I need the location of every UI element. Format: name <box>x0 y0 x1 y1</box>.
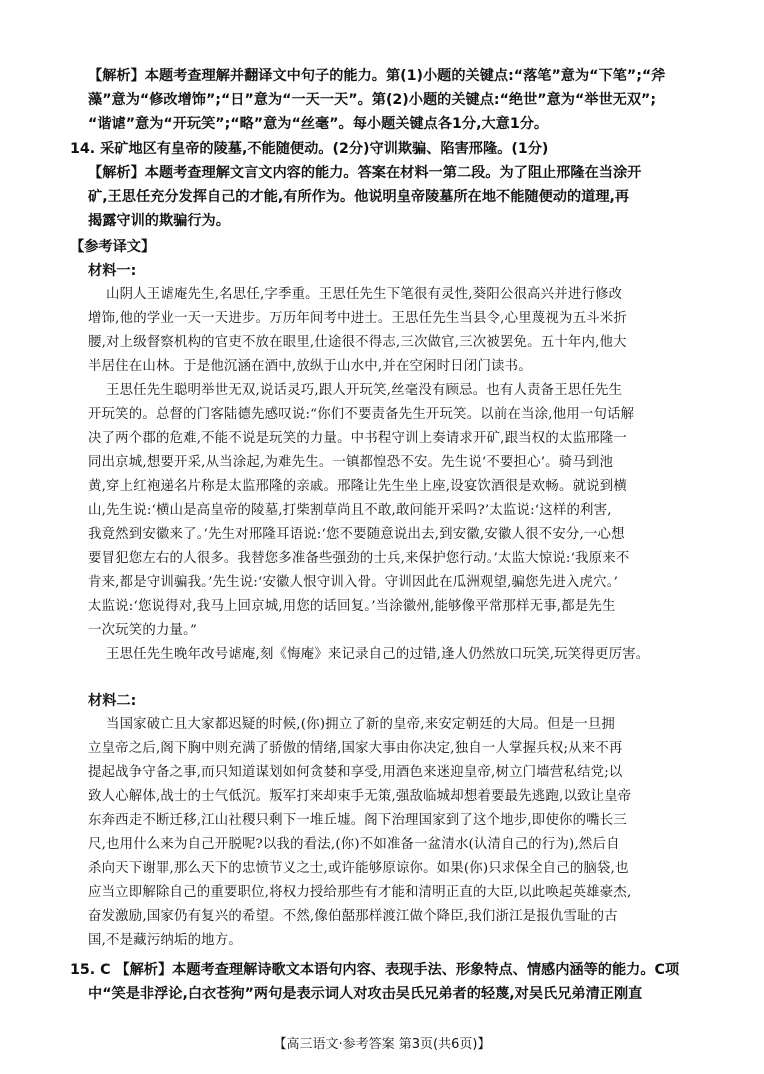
material1-line: 我竟然到安徽来了。’先生对邢隆耳语说:‘您不要随意说出去,到安徽,安徽人很不安分,一心想 <box>88 527 625 542</box>
material1-line: 肯来,都是守训骗我。’先生说:‘安徽人恨守训入骨。守训因此在瓜洲观望,骗您先进入虎穴。’ <box>88 575 619 590</box>
q14-block <box>70 137 700 233</box>
material1-line: 开玩笑的。总督的门客陆德先感叹说:“你们不要责备先生开玩笑。以前在当涂,他用一句话解 <box>88 407 635 422</box>
material2-text <box>70 713 700 953</box>
reference-translation <box>70 235 700 283</box>
material2-line: 提起战争守备之事,而只知道谋划如何贪婪和享受,用酒色来迷迎皇帝,树立门墙营私结党;以 <box>88 765 623 780</box>
q15-line: 15. C 【解析】本题考查理解诗歌文本语句内容、表现手法、形象特点、情感内涵等的能力。C项 <box>70 962 680 978</box>
material2-line: 致人心解体,战士的士气低沉。叛军打来却束手无策,强敌临城却想着要最先逃跑,以致让皇帝 <box>88 789 632 804</box>
material1-line: 半居住在山林。于是他沉涵在酒中,放纵于山水中,并在空闲时日闭门读书。 <box>88 359 532 374</box>
q15-line: 中“笑是非浮论,白衣苍狗”两句是表示词人对攻击吴氏兄弟者的轻蔑,对吴氏兄弟清正刚直 <box>88 986 643 1002</box>
material1-line: 要冒犯您左右的人很多。我替您多准备些强劲的士兵,来保护您行动。’太监大惊说:‘我原来不 <box>88 551 630 566</box>
material2-line: 应当立即解除自己的重要职位,将权力授给那些有才能和清明正直的大臣,以此唤起英雄豪杰, <box>88 885 632 900</box>
q14-analysis-line: 【解析】本题考查理解文言文内容的能力。答案在材料一第二段。为了阻止邢隆在当涂开 <box>88 165 642 181</box>
material1-line: 太监说:‘您说得对,我马上回京城,用您的话回复。’当涂徽州,能够像平常那样无事,都是先生 <box>88 599 616 614</box>
material1-line: 山阴人王谑庵先生,名思任,字季重。王思任先生下笔很有灵性,葵阳公很高兴并进行修改 <box>106 287 623 302</box>
material2-heading-block <box>70 689 700 713</box>
material2-line: 东奔西走不断迁移,江山社稷只剩下一堆丘墟。阁下治理国家到了这个地步,即使你的嘴长三 <box>88 813 627 828</box>
q15-block <box>70 958 700 1006</box>
material1-heading: 材料一: <box>88 263 137 279</box>
material1-line: 同出京城,想要开采,从当涂起,为难先生。一镇都惶恐不安。先生说‘不要担心’。骑马到池 <box>88 455 614 470</box>
q14-analysis-line: 矿,王思任充分发挥自己的才能,有所作为。他说明皇帝陵墓所在地不能随便动的道理,再 <box>88 189 630 205</box>
q14-answer: 14. 采矿地区有皇帝的陵墓,不能随便动。(2分)守训欺骗、陷害邢隆。(1分) <box>70 141 549 157</box>
q13-analysis-line: 藻”意为“修改增饰”;“日”意为“一天一天”。第(2)小题的关键点:“绝世”意为“举世无双”; <box>88 92 657 108</box>
material2-line: 当国家破亡且大家都迟疑的时候,(你)拥立了新的皇帝,来安定朝廷的大局。但是一旦拥 <box>106 717 616 732</box>
footer-text: 【高三语文·参考答案 第3页(共6页)】 <box>273 1037 491 1052</box>
material1-line: 决了两个郡的危难,不能不说是玩笑的力量。中书程守训上奏请求开矿,跟当权的太监邢隆一 <box>88 431 627 446</box>
reference-heading: 【参考译文】 <box>70 239 156 255</box>
material1-line: 王思任先生聪明举世无双,说话灵巧,跟人开玩笑,丝毫没有顾忌。也有人责备王思任先生 <box>106 383 623 398</box>
page-footer <box>0 1033 764 1052</box>
material1-line: 腰,对上级督察机构的官吏不放在眼里,仕途很不得志,三次做官,三次被罢免。五十年内,他大 <box>88 335 627 350</box>
material2-line: 立皇帝之后,阁下胸中则充满了骄傲的情绪,国家大事由你决定,独自一人掌握兵权;从来不再 <box>88 741 623 756</box>
material2-line: 国,不是藏污纳垢的地方。 <box>88 933 242 948</box>
material1-text <box>70 283 700 667</box>
material2-line: 杀向天下谢罪,那么天下的忠愤节义之士,或许能够原谅你。如果(你)只求保全自己的脑袋,也 <box>88 861 629 876</box>
material1-line: 山,先生说:‘横山是高皇帝的陵墓,打柴割草尚且不敢,敢问能开采吗?’太监说:‘这样的利害, <box>88 503 612 518</box>
material2-line: 尺,也用什么来为自己开脱呢?以我的看法,(你)不如准备一盆清水(认清自己的行为),然后自 <box>88 837 620 852</box>
material1-line: 一次玩笑的力量。” <box>88 623 198 638</box>
material1-line: 王思任先生晚年改号谑庵,刻《悔庵》来记录自己的过错,逢人仍然放口玩笑,玩笑得更厉害。 <box>106 647 650 662</box>
q13-analysis <box>70 64 700 136</box>
q13-analysis-line: 【解析】本题考查理解并翻译文中句子的能力。第(1)小题的关键点:“落笔”意为“下笔”;“斧 <box>88 68 666 84</box>
material2-heading: 材料二: <box>88 693 137 709</box>
q13-analysis-line: “谐谑”意为“开玩笑”;“略”意为“丝毫”。每小题关键点各1分,大意1分。 <box>88 116 549 132</box>
material1-line: 增饰,他的学业一天一天进步。万历年间考中进士。王思任先生当县令,心里蔑视为五斗米折 <box>88 311 627 326</box>
q14-analysis-line: 揭露守训的欺骗行为。 <box>88 213 230 229</box>
material2-line: 奋发激励,国家仍有复兴的希望。不然,像伯嚭那样渡江做个降臣,我们浙江是报仇雪耻的古 <box>88 909 618 924</box>
material1-line: 黄,穿上红袍递名片称是太监邢隆的亲戚。邢隆让先生坐上座,设宴饮酒很是欢畅。就说到横 <box>88 479 627 494</box>
